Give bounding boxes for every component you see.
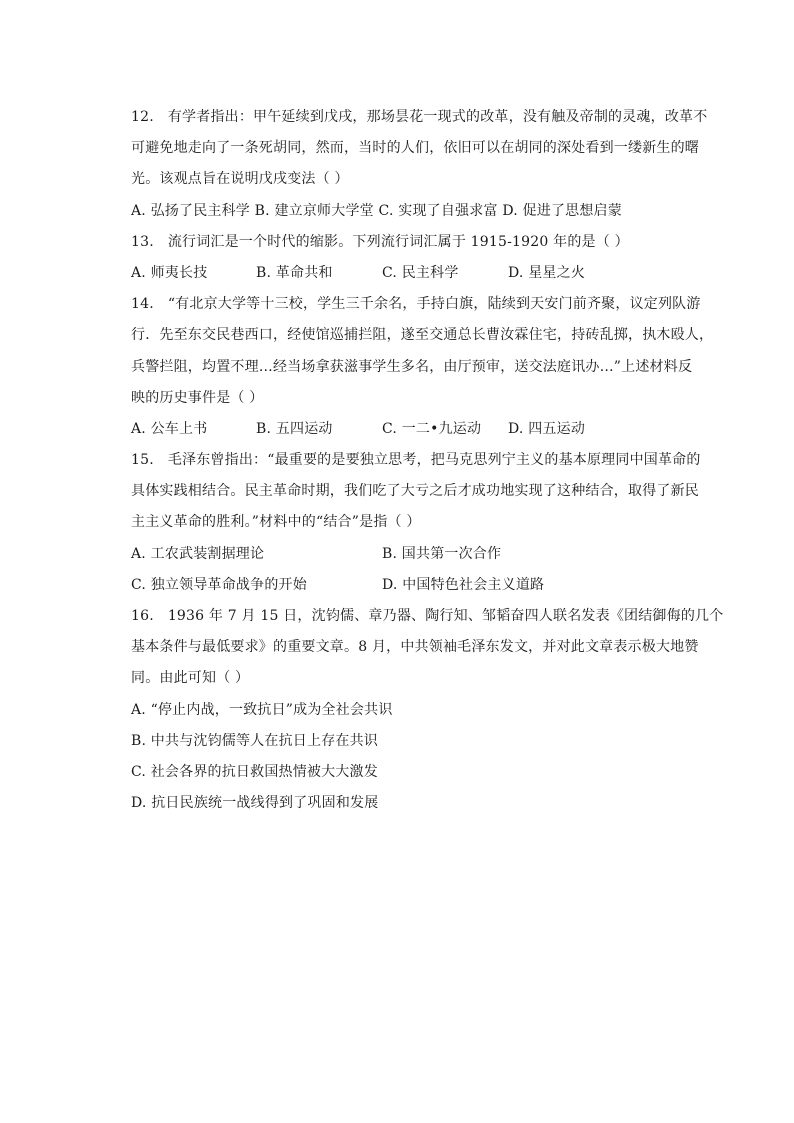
- question-stem-line: 基本条件与最低要求》的重要文章。8 月，中共领袖毛泽东发文，并对此文章表示极大地赞: [131, 639, 699, 656]
- option-b: B. 五四运动: [256, 420, 333, 437]
- option-b: B. 中共与沈钧儒等人在抗日上存在共识: [131, 732, 378, 749]
- option-b: B. 革命共和: [256, 264, 333, 281]
- question-stem-line: 行．先至东交民巷西口，经使馆巡捕拦阻，遂至交通总长曹汝霖住宅，持砖乱掷，执木殴人，: [131, 327, 714, 344]
- question-stem-line: [131, 289, 701, 320]
- question-stem-line: 兵警拦阻，均置不理…经当场拿获滋事学生多名，由厅预审，送交法庭讯办…”上述材料反: [131, 358, 693, 375]
- option-row: [131, 539, 691, 570]
- option-row: [131, 570, 691, 601]
- option-c: C. 一二•九运动: [382, 420, 482, 437]
- option-c: C. 民主科学: [382, 264, 459, 281]
- question-15: [131, 445, 701, 601]
- option-d: D. 抗日民族统一战线得到了巩固和发展: [131, 795, 379, 812]
- question-number: 12.: [131, 109, 154, 125]
- question-stem-line: [131, 445, 701, 476]
- question-stem-line: 主主义革命的胜利。”材料中的“结合”是指（ ）: [131, 514, 421, 531]
- option-a: A. 师夷长技: [131, 264, 208, 281]
- question-16: [131, 601, 724, 819]
- question-stem-line: 同。由此可知（ ）: [131, 670, 250, 687]
- option-a: A. 工农武装割据理论: [131, 545, 265, 562]
- question-14: [131, 289, 714, 445]
- option-row: [131, 196, 691, 227]
- question-13: [131, 227, 691, 289]
- option-d: D. 促进了思想启蒙: [502, 202, 622, 219]
- question-stem-line: [131, 601, 724, 632]
- option-d: D. 四五运动: [508, 420, 586, 437]
- option-d: D. 星星之火: [508, 264, 586, 281]
- question-12: [131, 102, 708, 227]
- option-row: [131, 414, 691, 445]
- question-stem-line: 可避免地走向了一条死胡同，然而，当时的人们，依旧可以在胡同的深处看到一缕新生的曙: [131, 140, 699, 157]
- question-stem-line: 映的历史事件是（ ）: [131, 389, 264, 406]
- option-d: D. 中国特色社会主义道路: [382, 576, 545, 593]
- question-number: 15.: [131, 452, 154, 469]
- question-stem-line: [131, 227, 691, 258]
- option-a: A. 弘扬了民主科学: [131, 202, 251, 219]
- option-c: C. 独立领导革命战争的开始: [131, 576, 307, 593]
- question-number: 14.: [131, 296, 154, 313]
- question-stem-line: [131, 102, 708, 133]
- option-b: B. 国共第一次合作: [382, 545, 502, 562]
- option-a: A. “停止内战，一致抗日”成为全社会共识: [131, 701, 393, 718]
- option-row: [131, 258, 691, 289]
- question-text: 1936 年 7 月 15 日，沈钧儒、章乃器、陶行知、邹韬奋四人联名发表《团结御侮的几个: [167, 608, 724, 624]
- question-stem-line: 具体实践相结合。民主革命时期，我们吃了大亏之后才成功地实现了这种结合，取得了新民: [131, 483, 699, 500]
- question-number: 13.: [131, 233, 154, 250]
- question-number: 16.: [131, 608, 154, 624]
- option-c: C. 实现了自强求富: [378, 202, 498, 219]
- question-stem-line: 光。该观点旨在说明戊戌变法（ ）: [131, 171, 349, 188]
- question-text: 毛泽东曾指出：“最重要的是要独立思考，把马克思列宁主义的基本原理同中国革命的: [167, 452, 701, 469]
- option-a: A. 公车上书: [131, 420, 208, 437]
- option-b: B. 建立京师大学堂: [254, 202, 374, 219]
- question-list: [131, 102, 724, 819]
- question-text: 流行词汇是一个时代的缩影。下列流行词汇属于 1915-1920 年的是（ ）: [167, 233, 629, 250]
- question-text: “有北京大学等十三校，学生三千余名，手持白旗，陆续到天安门前齐聚，议定列队游: [167, 296, 701, 313]
- question-text: 有学者指出：甲午延续到戊戌，那场昙花一现式的改革，没有触及帝制的灵魂，改革不: [167, 109, 708, 125]
- option-c: C. 社会各界的抗日救国热情被大大激发: [131, 763, 378, 780]
